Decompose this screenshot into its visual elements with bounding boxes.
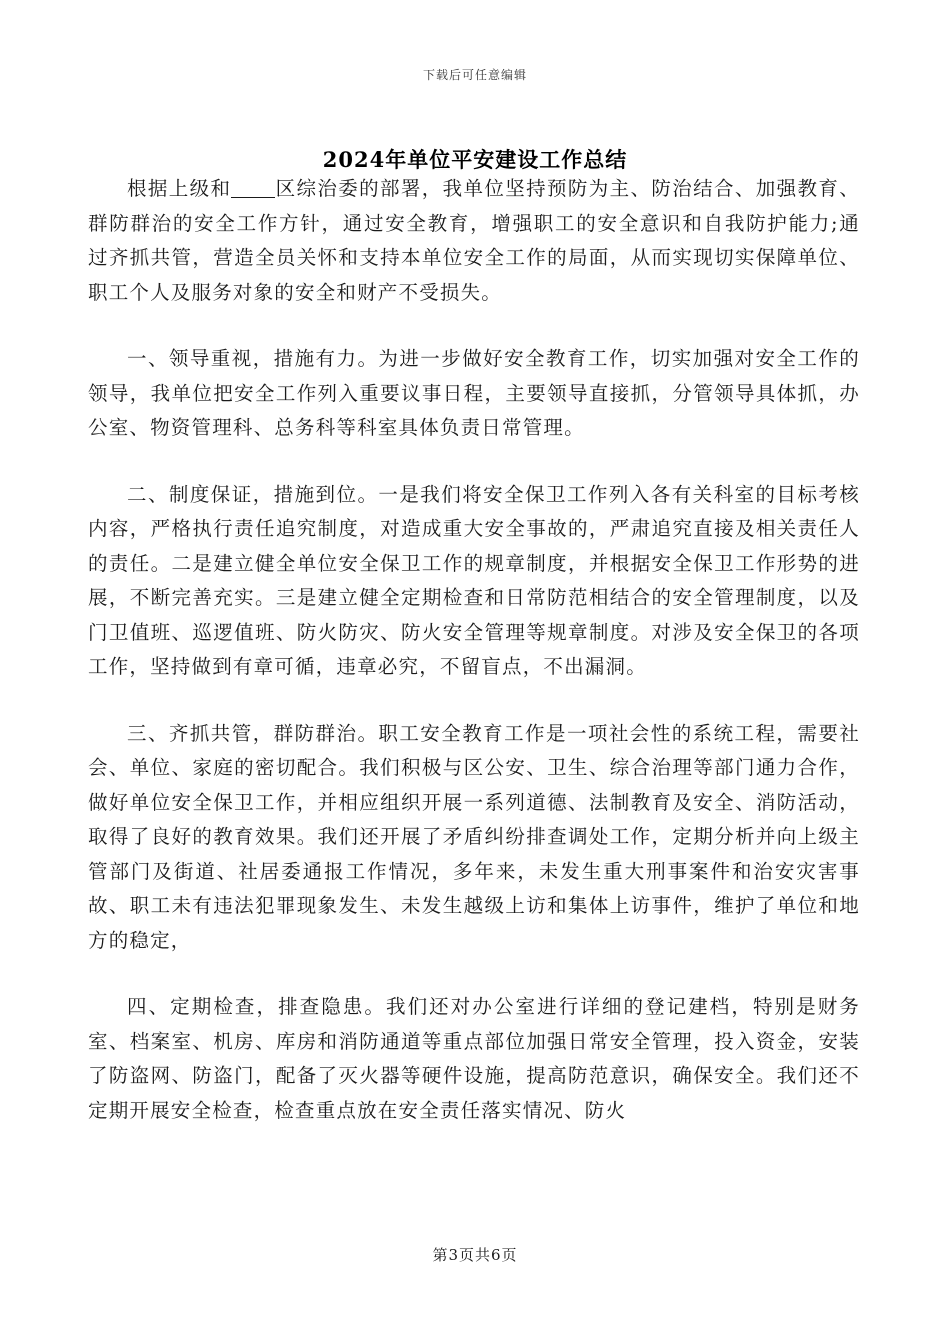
paragraph-intro-before: 根据上级和 (127, 177, 232, 200)
paragraph-section-4: 四、定期检查，排查隐患。我们还对办公室进行详细的登记建档，特别是财务室、档案室、机房、库房和消防通道等重点部位加强日常安全管理，投入资金，安装了防盗网、防盗门，配备了灭火器等硬件设施，提高防范意识，确保安全。我们还不定期开展安全检查，检查重点放在安全责任落实情况、防火 (88, 995, 860, 1122)
page-number-footer: 第3页共6页 (432, 1246, 518, 1264)
paragraph-intro-after: 区综治委的部署，我单位坚持预防为主、防治结合、加强教育、群防群治的安全工作方针，通过安全教育，增强职工的安全意识和自我防护能力;通过齐抓共管，营造全员关怀和支持本单位安全工作的局面，从而实现切实保障单位、职工个人及服务对象的安全和财产不受损失。 (88, 177, 860, 304)
paragraph-section-2: 二、制度保证，措施到位。一是我们将安全保卫工作列入各有关科室的目标考核内容，严格执行责任追究制度，对造成重大安全事故的，严肃追究直接及相关责任人的责任。二是建立健全单位安全保卫工作的规章制度，并根据安全保卫工作形势的进展，不断完善充实。三是建立健全定期检查和日常防范相结合的安全管理制度，以及门卫值班、巡逻值班、防火防灾、防火安全管理等规章制度。对涉及安全保卫的各项工作，坚持做到有章可循，违章必究，不留盲点，不出漏洞。 (88, 482, 860, 678)
document-title: 2024年单位平安建设工作总结 (322, 147, 628, 172)
paragraph-section-1: 一、领导重视，措施有力。为进一步做好安全教育工作，切实加强对安全工作的领导，我单位把安全工作列入重要议事日程，主要领导直接抓，分管领导具体抓，办公室、物资管理科、总务科等科室具体负责日常管理。 (88, 347, 860, 439)
paragraph-section-3: 三、齐抓共管，群防群治。职工安全教育工作是一项社会性的系统工程，需要社会、单位、家庭的密切配合。我们积极与区公安、卫生、综合治理等部门通力合作，做好单位安全保卫工作，并相应组织开展一系列道德、法制教育及安全、消防活动，取得了良好的教育效果。我们还开展了矛盾纠纷排查调处工作，定期分析并向上级主管部门及街道、社居委通报工作情况，多年来，未发生重大刑事案件和治安灾害事故、职工未有违法犯罪现象发生、未发生越级上访和集体上访事件，维护了单位和地方的稳定， (88, 721, 860, 952)
header-note: 下载后可任意编辑 (422, 68, 527, 82)
fill-in-blank (231, 178, 275, 199)
paragraph-intro (88, 172, 860, 310)
document-body (88, 168, 860, 1128)
